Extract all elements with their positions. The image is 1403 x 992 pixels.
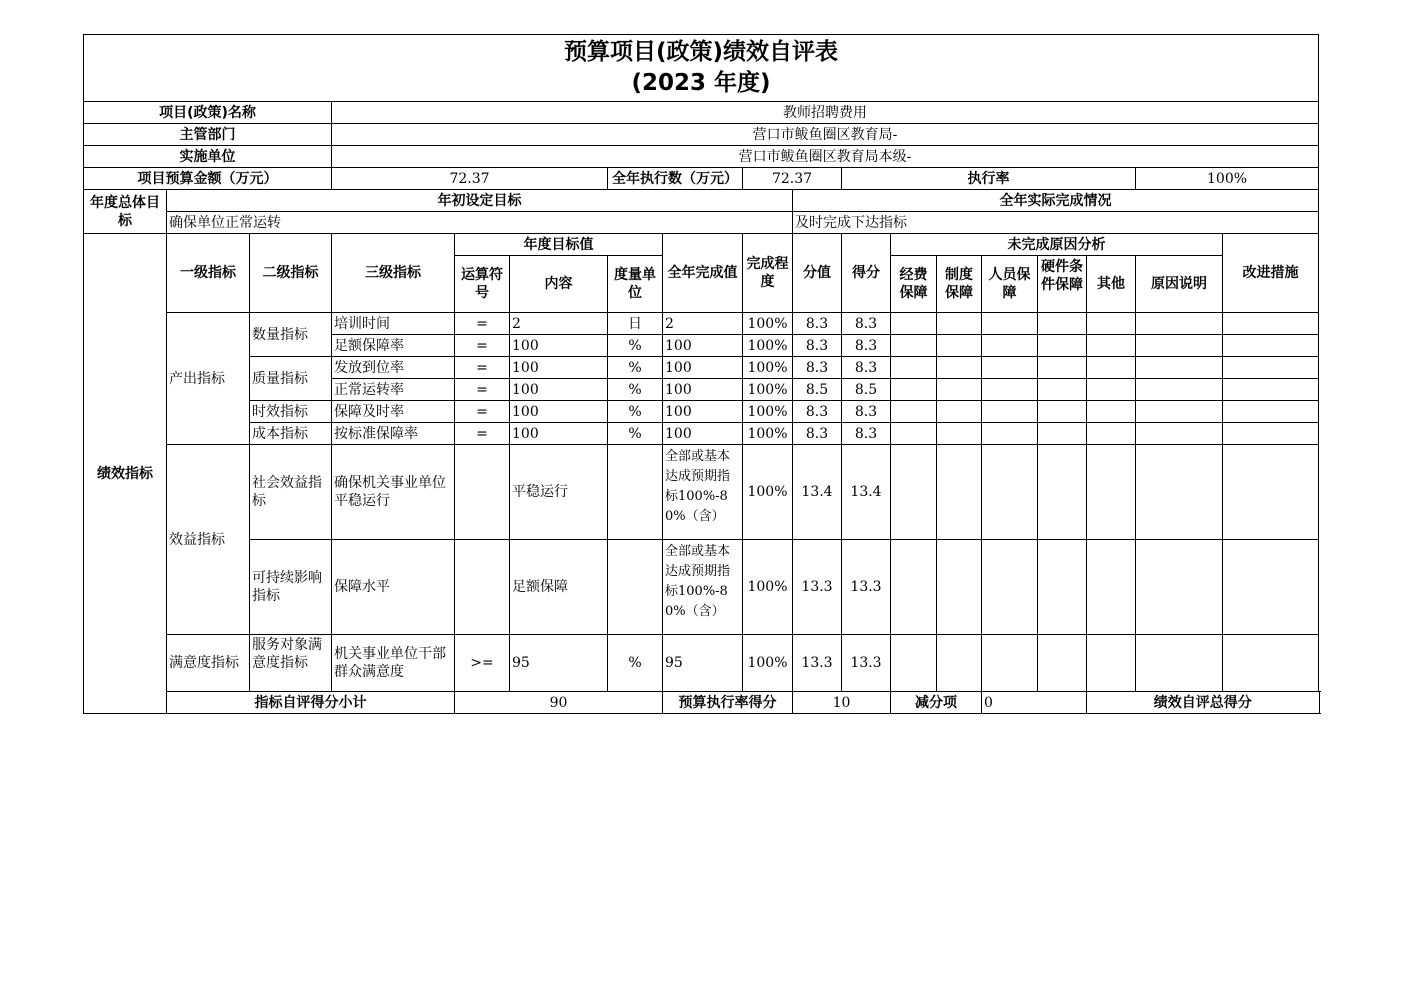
row-op: = bbox=[455, 313, 510, 335]
row-actual-cell bbox=[663, 540, 743, 635]
row-op: >= bbox=[455, 635, 510, 692]
row-actual: 95 bbox=[663, 635, 743, 692]
row-unit: % bbox=[608, 379, 663, 401]
header-score: 得分 bbox=[842, 234, 891, 313]
unit-value: 营口市鲅鱼圈区教育局本级- bbox=[332, 146, 1319, 168]
row-unit: % bbox=[608, 635, 663, 692]
row-unit: % bbox=[608, 401, 663, 423]
initial-goal-text: 确保单位正常运转 bbox=[167, 212, 793, 234]
row-score: 13.4 bbox=[842, 445, 891, 540]
row-completion: 100% bbox=[743, 313, 793, 335]
row-content: 2 bbox=[510, 313, 608, 335]
row-unit bbox=[608, 445, 663, 540]
row-content: 100 bbox=[510, 335, 608, 357]
row-l3: 正常运转率 bbox=[332, 379, 455, 401]
row-unit: % bbox=[608, 357, 663, 379]
budget-score-value: 10 bbox=[793, 692, 891, 714]
row-completion: 100% bbox=[743, 335, 793, 357]
group-output: 产出指标 bbox=[167, 313, 250, 445]
header-r-desc: 原因说明 bbox=[1136, 256, 1223, 313]
group-social: 社会效益指标 bbox=[250, 445, 332, 540]
header-r-hardware-text: 硬件条件保障 bbox=[1041, 259, 1083, 293]
row-actual: 100 bbox=[663, 423, 743, 445]
row-score: 13.3 bbox=[842, 540, 891, 635]
row-l3: 保障水平 bbox=[332, 540, 455, 635]
row-l3: 确保机关事业单位平稳运行 bbox=[332, 445, 455, 540]
header-level1: 一级指标 bbox=[167, 234, 250, 313]
total-label: 绩效自评总得分 bbox=[1087, 692, 1320, 714]
header-r-system: 制度保障 bbox=[937, 256, 982, 313]
row-score: 8.3 bbox=[842, 335, 891, 357]
header-actual: 全年完成值 bbox=[663, 234, 743, 313]
row-score: 8.5 bbox=[842, 379, 891, 401]
header-unit: 度量单位 bbox=[608, 256, 663, 313]
actual-goal-text: 及时完成下达指标 bbox=[793, 212, 1319, 234]
row-actual: 100 bbox=[663, 401, 743, 423]
rate-value: 100% bbox=[1136, 168, 1319, 190]
row-op: = bbox=[455, 357, 510, 379]
deduct-value: 0 bbox=[982, 692, 1087, 714]
row-content: 足额保障 bbox=[510, 540, 608, 635]
unit-label: 实施单位 bbox=[84, 146, 332, 168]
row-completion: 100% bbox=[743, 379, 793, 401]
row-l3: 培训时间 bbox=[332, 313, 455, 335]
row-score: 8.3 bbox=[842, 423, 891, 445]
header-target-group: 年度目标值 bbox=[455, 234, 663, 256]
deduct-label: 减分项 bbox=[891, 692, 982, 714]
title-block bbox=[84, 35, 1319, 102]
row-score: 8.3 bbox=[842, 357, 891, 379]
row-weight: 8.3 bbox=[793, 335, 842, 357]
row-score: 8.3 bbox=[842, 313, 891, 335]
goal-label: 年度总体目标 bbox=[84, 190, 167, 234]
page-subtitle: (2023 年度) bbox=[631, 70, 771, 96]
row-op: = bbox=[455, 401, 510, 423]
row-unit: 日 bbox=[608, 313, 663, 335]
row-l3: 发放到位率 bbox=[332, 357, 455, 379]
section-label: 绩效指标 bbox=[84, 234, 167, 714]
header-completion: 完成程度 bbox=[743, 234, 793, 313]
group-quantity: 数量指标 bbox=[250, 313, 332, 357]
header-improve: 改进措施 bbox=[1223, 234, 1319, 313]
exec-value: 72.37 bbox=[743, 168, 842, 190]
evaluation-table bbox=[83, 34, 1320, 714]
row-completion: 100% bbox=[743, 423, 793, 445]
header-score-value: 分值 bbox=[793, 234, 842, 313]
initial-goal-header: 年初设定目标 bbox=[167, 190, 793, 212]
exec-label: 全年执行数（万元） bbox=[608, 168, 743, 190]
group-sustain: 可持续影响指标 bbox=[250, 540, 332, 635]
dept-label: 主管部门 bbox=[84, 124, 332, 146]
row-l3: 按标准保障率 bbox=[332, 423, 455, 445]
row-weight: 8.3 bbox=[793, 423, 842, 445]
row-content: 95 bbox=[510, 635, 608, 692]
row-weight: 8.3 bbox=[793, 401, 842, 423]
dept-value: 营口市鲅鱼圈区教育局- bbox=[332, 124, 1319, 146]
row-completion: 100% bbox=[743, 357, 793, 379]
row-actual-cell bbox=[663, 445, 743, 540]
group-timeliness: 时效指标 bbox=[250, 401, 332, 423]
group-quality: 质量指标 bbox=[250, 357, 332, 401]
row-content: 平稳运行 bbox=[510, 445, 608, 540]
row-completion: 100% bbox=[743, 401, 793, 423]
header-r-other: 其他 bbox=[1087, 256, 1136, 313]
group-cost: 成本指标 bbox=[250, 423, 332, 445]
row-op bbox=[455, 445, 510, 540]
row-actual: 2 bbox=[663, 313, 743, 335]
header-r-staff: 人员保障 bbox=[982, 256, 1038, 313]
row-weight: 13.3 bbox=[793, 635, 842, 692]
row-unit: % bbox=[608, 423, 663, 445]
row-op bbox=[455, 540, 510, 635]
header-r-hardware bbox=[1038, 256, 1087, 313]
rate-label: 执行率 bbox=[842, 168, 1136, 190]
budget-score-label: 预算执行率得分 bbox=[663, 692, 793, 714]
row-actual: 全部或基本达成预期指标100%-80%（含） bbox=[665, 544, 731, 619]
actual-goal-header: 全年实际完成情况 bbox=[793, 190, 1319, 212]
project-name-value: 教师招聘费用 bbox=[332, 102, 1319, 124]
row-content: 100 bbox=[510, 401, 608, 423]
evaluation-sheet bbox=[83, 34, 1320, 714]
row-op: = bbox=[455, 335, 510, 357]
header-r-fund: 经费保障 bbox=[891, 256, 937, 313]
page-title: 预算项目(政策)绩效自评表 bbox=[564, 39, 839, 65]
group-service: 服务对象满意度指标 bbox=[252, 637, 322, 671]
row-score: 13.3 bbox=[842, 635, 891, 692]
subtotal-label: 指标自评得分小计 bbox=[167, 692, 455, 714]
row-unit bbox=[608, 540, 663, 635]
row-actual: 100 bbox=[663, 357, 743, 379]
project-name-label: 项目(政策)名称 bbox=[84, 102, 332, 124]
row-weight: 8.3 bbox=[793, 357, 842, 379]
group-service-cell bbox=[250, 635, 332, 692]
subtotal-value: 90 bbox=[455, 692, 663, 714]
row-unit: % bbox=[608, 335, 663, 357]
row-actual: 全部或基本达成预期指标100%-80%（含） bbox=[665, 449, 731, 524]
row-content: 100 bbox=[510, 357, 608, 379]
group-satisfaction: 满意度指标 bbox=[167, 635, 250, 692]
row-op: = bbox=[455, 423, 510, 445]
row-completion: 100% bbox=[743, 540, 793, 635]
header-reasons-group: 未完成原因分析 bbox=[891, 234, 1223, 256]
row-score: 8.3 bbox=[842, 401, 891, 423]
row-weight: 13.3 bbox=[793, 540, 842, 635]
row-weight: 8.3 bbox=[793, 313, 842, 335]
row-completion: 100% bbox=[743, 635, 793, 692]
row-weight: 13.4 bbox=[793, 445, 842, 540]
row-l3: 机关事业单位干部群众满意度 bbox=[332, 635, 455, 692]
header-level2: 二级指标 bbox=[250, 234, 332, 313]
row-op: = bbox=[455, 379, 510, 401]
header-content: 内容 bbox=[510, 256, 608, 313]
row-completion: 100% bbox=[743, 445, 793, 540]
header-op: 运算符号 bbox=[455, 256, 510, 313]
row-actual: 100 bbox=[663, 379, 743, 401]
budget-label: 项目预算金额（万元） bbox=[84, 168, 332, 190]
row-weight: 8.5 bbox=[793, 379, 842, 401]
header-level3: 三级指标 bbox=[332, 234, 455, 313]
group-benefit: 效益指标 bbox=[167, 445, 250, 635]
row-actual: 100 bbox=[663, 335, 743, 357]
row-content: 100 bbox=[510, 379, 608, 401]
budget-value: 72.37 bbox=[332, 168, 608, 190]
row-l3: 保障及时率 bbox=[332, 401, 455, 423]
row-l3: 足额保障率 bbox=[332, 335, 455, 357]
row-content: 100 bbox=[510, 423, 608, 445]
